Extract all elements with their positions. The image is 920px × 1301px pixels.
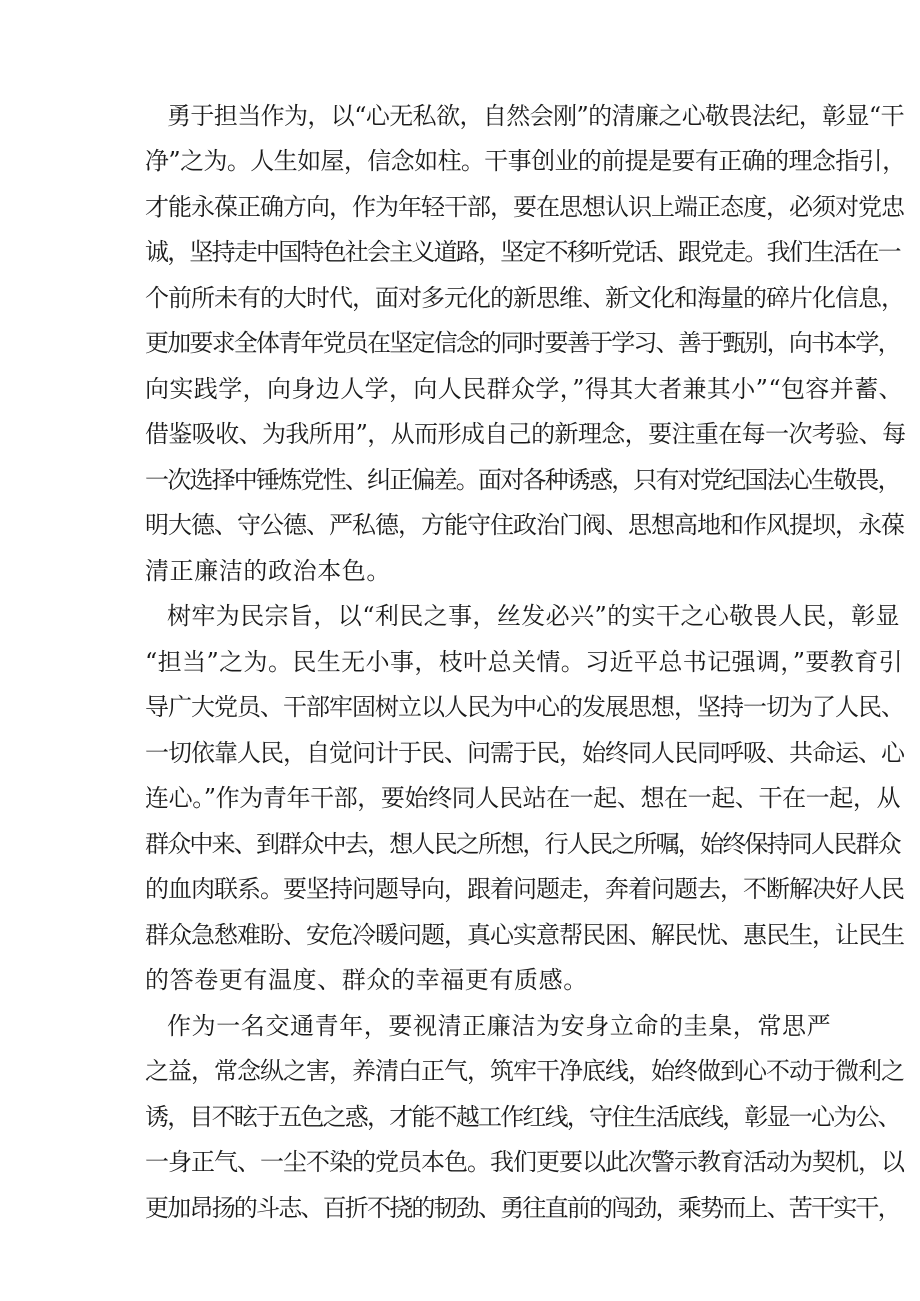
paragraph-2-line-3: 导广大党员、干部牢固树立以人民为中心的发展思想，坚持一切为了人民、 [145, 693, 904, 721]
paragraph-1-line-9: 一次选择中锤炼党性、纠正偏差。面对各种诱惑，只有对党纪国法心生敬畏， [145, 466, 900, 494]
paragraph-2-line-4: 一切依靠人民，自觉问计于民、问需于民，始终同人民同呼吸、共命运、心 [145, 739, 904, 767]
paragraph-1-line-1: 勇于担当作为，以“心无私欲，自然会刚”的清廉之心敬畏法纪，彰显“干 [167, 102, 905, 130]
paragraph-1-line-6: 更加要求全体青年党员在坚定信念的同时要善于学习、善于甄别，向书本学， [145, 329, 900, 357]
paragraph-2-line-8: 群众急愁难盼、安危冷暖问题，真心实意帮民困、解民忧、惠民生，让民生 [145, 921, 904, 949]
paragraph-1-line-4: 诚，坚持走中国特色社会主义道路，坚定不移听党话、跟党走。我们生活在一 [145, 238, 900, 266]
paragraph-1-line-2: 净”之为。人生如屋，信念如柱。干事创业的前提是要有正确的理念指引， [145, 147, 906, 175]
paragraph-3-line-2: 之益，常念纵之害，养清白正气，筑牢干净底线，始终做到心不动于微利之 [145, 1057, 904, 1085]
paragraph-2-line-2: “担当”之为。民生无小事，枝叶总关情。习近平总书记强调，”要教育引 [145, 648, 904, 676]
paragraph-2-line-5: 连心。”作为青年干部，要始终同人民站在一起、想在一起、干在一起，从 [145, 784, 901, 812]
paragraph-1-line-11: 清正廉洁的政治本色。 [145, 557, 391, 585]
paragraph-2-line-9: 的答卷更有温度、群众的幸福更有质感。 [145, 966, 588, 994]
paragraph-1-line-7: 向实践学，向身边人学，向人民群众学，”得其大者兼其小”“包容并蓄、 [145, 375, 904, 403]
paragraph-1-line-10: 明大德、守公德、严私德，方能守住政治门阀、思想高地和作风提坝，永葆 [145, 511, 904, 539]
paragraph-3-line-1: 作为一名交通青年，要视清正廉洁为安身立命的圭臬，常思严 [167, 1012, 832, 1040]
paragraph-1-line-5: 个前所未有的大时代，面对多元化的新思维、新文化和海量的碎片化信息， [145, 284, 904, 312]
paragraph-3-line-5: 更加昂扬的斗志、百折不挠的韧劲、勇往直前的闯劲，乘势而上、苦干实干， [145, 1194, 900, 1222]
paragraph-1-line-8: 借鉴吸收、为我所用”，从而形成自己的新理念，要注重在每一次考验、每 [145, 420, 906, 448]
paragraph-3-line-3: 诱，目不眩于五色之惑，才能不越工作红线，守住生活底线，彰显一心为公、 [145, 1103, 900, 1131]
paragraph-1-line-3: 才能永葆正确方向，作为年轻干部，要在思想认识上端正态度，必须对党忠 [145, 193, 904, 221]
paragraph-3-line-4: 一身正气、一尘不染的党员本色。我们更要以此次警示教育活动为契机，以 [145, 1148, 904, 1176]
paragraph-2-line-7: 的血肉联系。要坚持问题导向，跟着问题走，奔着问题去，不断解决好人民 [145, 875, 904, 903]
paragraph-2-line-1: 树牢为民宗旨，以“利民之事，丝发必兴”的实干之心敬畏人民，彰显 [167, 602, 900, 630]
paragraph-2-line-6: 群众中来、到群众中去，想人民之所想，行人民之所嘱，始终保持同人民群众 [145, 830, 900, 858]
